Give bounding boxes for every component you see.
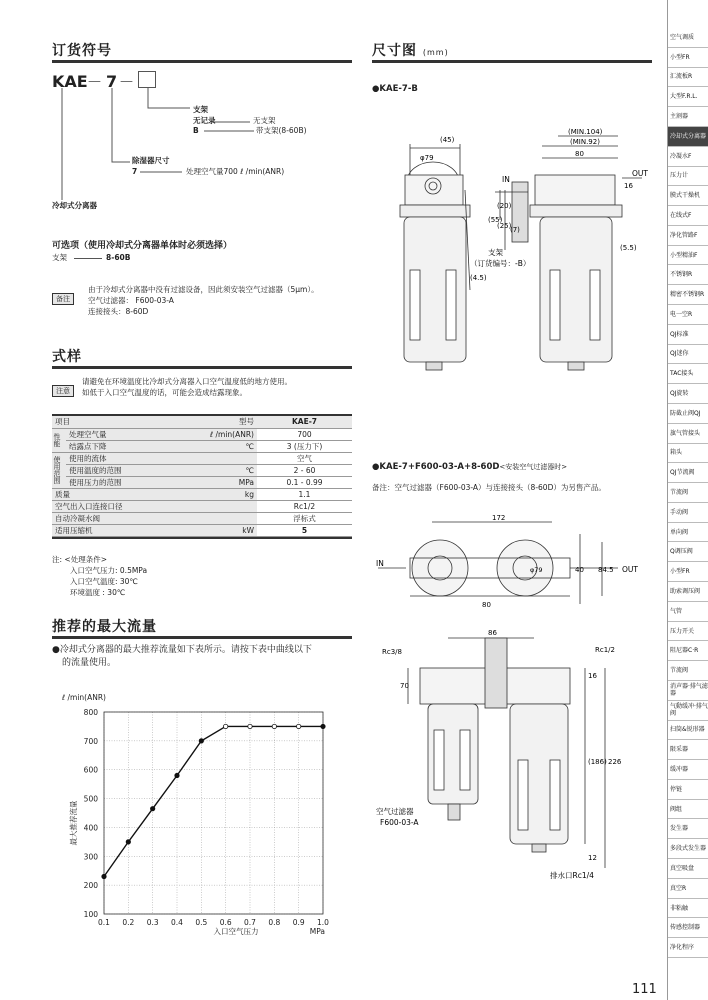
- row-value: 5: [257, 524, 352, 536]
- x-tick-label: 0.5: [195, 918, 208, 927]
- sidebar-item[interactable]: 大型F.R.L.: [668, 87, 708, 107]
- sidebar-item[interactable]: 净化程序: [668, 938, 708, 958]
- order-lines: [0, 0, 360, 220]
- caution-tag: 注意: [52, 378, 74, 397]
- sidebar: [667, 0, 708, 1000]
- sidebar-item[interactable]: 节流阀: [668, 661, 708, 681]
- dim-label: φ79: [420, 154, 434, 162]
- drain-label: 排水口Rc1/4: [550, 871, 594, 880]
- sidebar-item[interactable]: 精密不锈钢R: [668, 285, 708, 305]
- dim-label: 80: [575, 150, 584, 158]
- in-label: IN: [502, 175, 510, 184]
- drawing-assembly: [370, 508, 660, 888]
- header-item: 项目: [52, 416, 170, 428]
- sidebar-item[interactable]: QJ旋转: [668, 384, 708, 404]
- dim-label: (MIN.92): [570, 138, 600, 146]
- row-unit: [170, 500, 257, 512]
- sidebar-item[interactable]: 压力计: [668, 167, 708, 187]
- row-name: 适用压缩机: [52, 524, 170, 536]
- plot-frame: [104, 712, 323, 914]
- sidebar-item[interactable]: 传感控制器: [668, 918, 708, 938]
- sidebar-item[interactable]: 箱头: [668, 444, 708, 464]
- port-label: Rc3/8: [382, 648, 402, 656]
- sidebar-item[interactable]: 助索调压阀: [668, 582, 708, 602]
- dim-label: (55): [488, 216, 503, 224]
- y-tick-label: 800: [83, 708, 98, 717]
- data-point: [102, 874, 106, 878]
- sidebar-item[interactable]: 气管: [668, 602, 708, 622]
- x-tick-label: 1.0: [317, 918, 329, 927]
- row-name: 自动冷凝水阀: [52, 512, 170, 524]
- header-value: KAE-7: [257, 416, 352, 428]
- condition-note: 注: <处理条件>: [52, 555, 107, 564]
- row-name: 质量: [52, 488, 170, 500]
- sidebar-item[interactable]: 在线式F: [668, 206, 708, 226]
- sidebar-item[interactable]: 真空吸盘: [668, 859, 708, 879]
- divider: [372, 60, 652, 63]
- dim-label: 40: [575, 566, 584, 574]
- y-axis-label: 最大推荐流量: [69, 800, 78, 846]
- dim-label: 86: [488, 629, 497, 637]
- data-point: [126, 840, 130, 844]
- sidebar-item[interactable]: 小型FR: [668, 48, 708, 68]
- dim-label: (186): [588, 758, 607, 766]
- out-label: OUT: [632, 169, 648, 178]
- sidebar-item[interactable]: 汇流板R: [668, 68, 708, 88]
- drawing-remark: 备注：空气过滤器（F600-03-A）与连接接头（8-60D）为另售产品。: [372, 483, 606, 492]
- sidebar-item[interactable]: 停链: [668, 780, 708, 800]
- out-label: OUT: [622, 565, 638, 574]
- sidebar-item[interactable]: 节流阀: [668, 483, 708, 503]
- dim-label: (20): [497, 202, 512, 210]
- product-name: 冷却式分离器: [52, 201, 97, 210]
- leader: [74, 258, 102, 259]
- x-tick-label: 0.9: [292, 918, 305, 927]
- port-label: Rc1/2: [595, 646, 615, 654]
- model-num: 7: [106, 72, 118, 91]
- sidebar-item[interactable]: 冷凝水F: [668, 147, 708, 167]
- dim-label: (45): [440, 136, 455, 144]
- drawing-kae7b: [370, 120, 660, 380]
- y-tick-label: 300: [83, 852, 98, 862]
- row-value: 0.1 - 0.99: [257, 476, 352, 488]
- model-code: KAE: [52, 72, 88, 91]
- size-code: 7: [132, 167, 138, 176]
- row-value: Rc1/2: [257, 500, 352, 512]
- note-line: 由于冷却式分离器中没有过滤设备，因此须安装空气过滤器（5μm）。: [88, 285, 319, 294]
- x-tick-label: 0.8: [268, 918, 281, 927]
- mount-b-desc: 带支架(8-60B): [256, 126, 307, 135]
- data-point: [321, 724, 325, 728]
- row-unit: MPa: [170, 476, 257, 488]
- caution-line: 如低于入口空气温度的话，可能会造成结露现象。: [82, 388, 247, 397]
- row-unit: kW: [170, 524, 257, 536]
- x-unit-label: MPa: [309, 927, 325, 936]
- y-unit-label: ℓ /min(ANR): [62, 693, 106, 702]
- caution-line: 请避免在环境温度比冷却式分离器入口空气温度低的地方使用。: [82, 377, 292, 386]
- y-tick-label: 100: [83, 910, 98, 919]
- sidebar-item[interactable]: 压力开关: [668, 622, 708, 642]
- row-unit: [170, 512, 257, 524]
- row-unit: ℃: [170, 440, 257, 452]
- note-line: 连接接头：8-60D: [88, 307, 149, 316]
- row-unit: ℃: [170, 464, 257, 476]
- sidebar-item[interactable]: QJ标准: [668, 325, 708, 345]
- sidebar-item[interactable]: Q调压阀: [668, 542, 708, 562]
- sidebar-item[interactable]: QJ节流阀: [668, 463, 708, 483]
- data-point: [223, 724, 227, 728]
- divider: [52, 366, 352, 369]
- row-value: 浮标式: [257, 512, 352, 524]
- data-point: [175, 773, 179, 777]
- sidebar-item[interactable]: 多段式发生器: [668, 839, 708, 859]
- sidebar-item[interactable]: 阻尼器C·R: [668, 641, 708, 661]
- row-name: 使用压力的范围: [66, 476, 170, 488]
- dim-label: (5.5): [620, 244, 637, 252]
- sidebar-item[interactable]: 阀组: [668, 800, 708, 820]
- dim-label: 172: [492, 514, 506, 522]
- filter-label: 空气过滤器: [376, 807, 414, 816]
- sidebar-item[interactable]: 冷却式分离器: [668, 127, 708, 147]
- row-value: 1.1: [257, 488, 352, 500]
- condition-note: 环境温度 : 30℃: [70, 588, 126, 597]
- y-tick-label: 200: [83, 881, 98, 891]
- y-tick-label: 400: [83, 823, 98, 833]
- x-tick-label: 0.6: [219, 918, 232, 927]
- row-unit: ℓ /min(ANR): [170, 428, 257, 440]
- data-point: [272, 724, 276, 728]
- y-tick-label: 700: [83, 736, 98, 746]
- row-name: 处理空气量: [66, 428, 170, 440]
- row-value: 2 - 60: [257, 464, 352, 476]
- page-number: 111: [632, 982, 657, 997]
- flow-chart: [40, 688, 340, 938]
- y-tick-label: 600: [83, 765, 98, 775]
- dim-label: 226: [608, 758, 622, 766]
- x-axis-label: 入口空气压力: [213, 927, 259, 936]
- sidebar-item[interactable]: 旗气管接头: [668, 424, 708, 444]
- option-title: 可选项（使用冷却式分离器单体时必须选择）: [52, 241, 233, 251]
- sidebar-item[interactable]: 小型精油F: [668, 246, 708, 266]
- filter-label: F600-03-A: [380, 818, 419, 827]
- sidebar-item[interactable]: QJ迷你: [668, 345, 708, 365]
- dim-label: (7): [510, 226, 520, 234]
- data-point: [199, 739, 203, 743]
- x-tick-label: 0.7: [244, 918, 256, 927]
- spec-table: [52, 414, 352, 539]
- dim-label: 16: [624, 182, 633, 190]
- mount-none-desc: 无支架: [253, 116, 276, 125]
- mount-label: 支架: [193, 105, 208, 114]
- bracket-label: 支架: [488, 248, 503, 257]
- sidebar-item[interactable]: 气動缓冲·排气阀: [668, 701, 708, 721]
- dim-label: (25): [497, 222, 512, 230]
- x-tick-label: 0.2: [122, 918, 135, 927]
- sidebar-item[interactable]: 防截止阀QJ: [668, 404, 708, 424]
- row-value: 空气: [257, 452, 352, 464]
- dims-title: 尺寸图 (mm): [372, 43, 449, 59]
- row-name: 空气出入口连接口径: [52, 500, 170, 512]
- mount-none: 无记录: [193, 116, 216, 125]
- dim-label: 70: [400, 682, 409, 690]
- in-label: IN: [376, 559, 384, 568]
- bracket-label: （订货编号：-B）: [470, 259, 531, 268]
- order-title: 订货符号: [52, 43, 112, 59]
- sidebar-item[interactable]: 扫筒&锐形器: [668, 721, 708, 741]
- size-desc: 处理空气量700 ℓ /min(ANR): [186, 167, 285, 176]
- sidebar-item[interactable]: 电一空R: [668, 305, 708, 325]
- x-tick-label: 0.4: [171, 918, 183, 927]
- option-item: 支架: [52, 253, 67, 262]
- row-unit: [170, 452, 257, 464]
- note-tag: 备注: [52, 286, 74, 305]
- sidebar-item[interactable]: 真空R: [668, 879, 708, 899]
- note-line: 空气过滤器： F600-03-A: [88, 296, 174, 305]
- dash: —: [120, 74, 133, 89]
- divider: [52, 636, 352, 639]
- sidebar-item[interactable]: 单向阀: [668, 523, 708, 543]
- flow-desc: 的流量使用。: [62, 658, 117, 668]
- drawing-subtitle: ●KAE-7-B: [372, 84, 418, 94]
- dim-label: 12: [588, 854, 597, 862]
- dim-label: (4.5): [470, 274, 487, 282]
- sidebar-item[interactable]: 空气调质: [668, 28, 708, 48]
- spec-title: 式样: [52, 349, 82, 365]
- row-value: 700: [257, 428, 352, 440]
- sidebar-item[interactable]: 膜式干燥机: [668, 186, 708, 206]
- size-label: 除湿器尺寸: [132, 156, 170, 165]
- flow-title: 推荐的最大流量: [52, 619, 157, 635]
- sidebar-item[interactable]: 小型FR: [668, 562, 708, 582]
- row-name: 使用的流体: [66, 452, 170, 464]
- group-range: 使用范围: [53, 456, 61, 484]
- series-line: [104, 726, 323, 876]
- sidebar-item[interactable]: 不锈钢R: [668, 265, 708, 285]
- sidebar-item[interactable]: 缓冲器: [668, 760, 708, 780]
- sidebar-item[interactable]: 手动阀: [668, 503, 708, 523]
- dash: —: [88, 74, 101, 89]
- sidebar-item[interactable]: 非粘触: [668, 899, 708, 919]
- dim-label: φ79: [530, 566, 543, 574]
- condition-note: 入口空气温度: 30℃: [70, 577, 138, 586]
- drawing-subtitle: ●KAE-7+F600-03-A+8-60D<安装空气过滤器时>: [372, 462, 568, 472]
- dim-label: 16: [588, 672, 597, 680]
- sidebar-item[interactable]: 净化管路F: [668, 226, 708, 246]
- header-model: 型号: [170, 416, 257, 428]
- sidebar-item[interactable]: 消声器·排气滤器: [668, 681, 708, 701]
- row-name: 结露点下降: [66, 440, 170, 452]
- row-unit: kg: [170, 488, 257, 500]
- sidebar-item[interactable]: 发生器: [668, 819, 708, 839]
- dim-label: 80: [482, 601, 491, 609]
- sidebar-item[interactable]: 主割器: [668, 107, 708, 127]
- condition-note: 入口空气压力: 0.5MPa: [70, 566, 148, 575]
- dim-label: 84.5: [598, 566, 614, 574]
- data-point: [248, 724, 252, 728]
- x-tick-label: 0.3: [146, 918, 159, 927]
- sidebar-item[interactable]: 限采器: [668, 740, 708, 760]
- option-code: 8-60B: [106, 253, 131, 262]
- sidebar-item[interactable]: TAC接头: [668, 364, 708, 384]
- row-name: 使用温度的范围: [66, 464, 170, 476]
- flow-desc: ●冷却式分离器的最大推荐流量如下表所示。请按下表中曲线以下: [52, 645, 312, 655]
- mount-b: B: [193, 126, 199, 135]
- group-performance: 性能: [53, 433, 61, 447]
- x-tick-label: 0.1: [98, 918, 110, 927]
- data-point: [150, 806, 154, 810]
- y-tick-label: 500: [83, 794, 98, 804]
- dim-label: (MIN.104): [568, 128, 603, 136]
- data-point: [296, 724, 300, 728]
- row-value: 3 (压力下): [257, 440, 352, 452]
